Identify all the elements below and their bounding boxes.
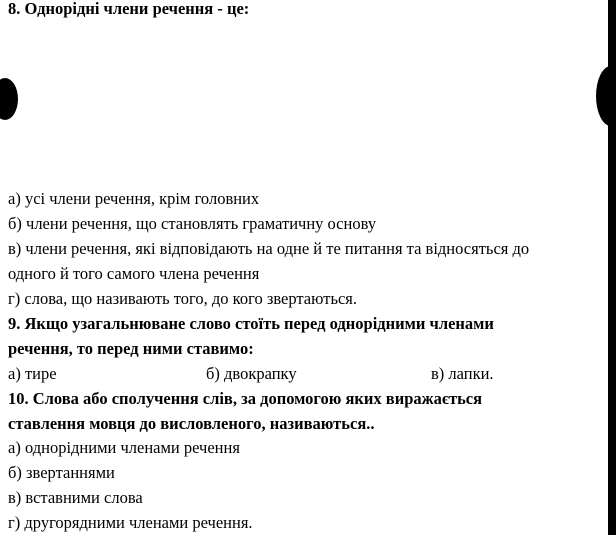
question-10-text-line2: ставлення мовця до висловленого, називаються.. [8,414,375,433]
question-9-option-b: б) двокрапку [206,364,297,383]
question-8-option-d: г) слова, що називають того, до кого звертаються. [8,289,358,308]
question-10-option-d: г) другорядними членами речення. [8,513,253,532]
question-8-option-a: а) усі члени речення, крім головних [8,189,260,208]
question-8-option-b: б) члени речення, що становлять граматичну основу [8,214,377,233]
scan-artifact-left [0,78,18,120]
question-9-option-c: в) лапки. [431,364,494,383]
question-8-option-c-line1: в) члени речення, які відповідають на одне й те питання та відносяться до [8,239,530,258]
question-10-text-line1: 10. Слова або сполучення слів, за допомогою яких виражається [8,389,483,408]
question-9-options-row [8,363,598,385]
question-10-option-a: а) однорідними членами речення [8,438,240,457]
question-9-option-a: а) тире [8,364,57,383]
question-9-text-line1: 9. Якщо узагальнюване слово стоїть перед однорідними членами [8,314,494,333]
question-8-text: 8. Однорідні члени речення - це: [8,0,250,18]
question-9-text-line2: речення, то перед ними ставимо: [8,339,254,358]
question-10-option-b: б) звертаннями [8,463,115,482]
question-8-option-c-line2: одного й того самого члена речення [8,264,260,283]
scan-artifact-right [596,66,616,126]
question-10-option-c: в) вставними слова [8,488,143,507]
